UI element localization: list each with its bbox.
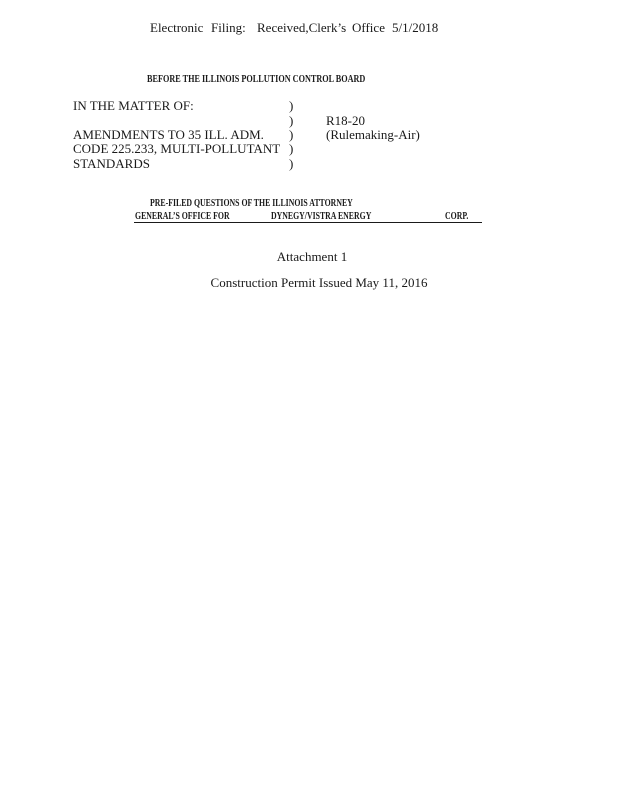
filing-stamp-word-office: Office	[352, 20, 385, 35]
questions-heading-party: DYNEGY/VISTRA ENERGY	[271, 211, 372, 222]
questions-underline	[134, 222, 482, 223]
caption-code-section: CODE 225.233, MULTI-POLLUTANT	[73, 141, 281, 156]
caption-paren: )	[289, 156, 294, 171]
docket-number: R18-20	[326, 113, 365, 128]
docket-type: (Rulemaking-Air)	[326, 127, 420, 142]
caption-paren: )	[289, 127, 294, 142]
board-title: BEFORE THE ILLINOIS POLLUTION CONTROL BOARD	[147, 74, 366, 85]
caption-standards: STANDARDS	[73, 156, 150, 171]
caption-paren: )	[289, 141, 294, 156]
questions-heading-line-1: PRE-FILED QUESTIONS OF THE ILLINOIS ATTORNEY	[150, 198, 353, 209]
filing-stamp-word-electronic: Electronic	[150, 20, 204, 35]
attachment-title: Attachment 1	[276, 249, 348, 264]
attachment-subtitle: Construction Permit Issued May 11, 2016	[210, 275, 428, 290]
questions-heading-office: GENERAL’S OFFICE FOR	[135, 211, 230, 222]
caption-paren: )	[289, 113, 294, 128]
filing-stamp-word-filing: Filing:	[211, 20, 246, 35]
filing-stamp-date: 5/1/2018	[392, 20, 439, 35]
filing-stamp-word-received: Received,Clerk’s	[257, 20, 347, 35]
caption-paren: )	[289, 98, 294, 113]
caption-amendments: AMENDMENTS TO 35 ILL. ADM.	[73, 127, 264, 142]
questions-heading-corp: CORP.	[445, 211, 469, 222]
caption-in-the-matter: IN THE MATTER OF:	[73, 98, 194, 113]
